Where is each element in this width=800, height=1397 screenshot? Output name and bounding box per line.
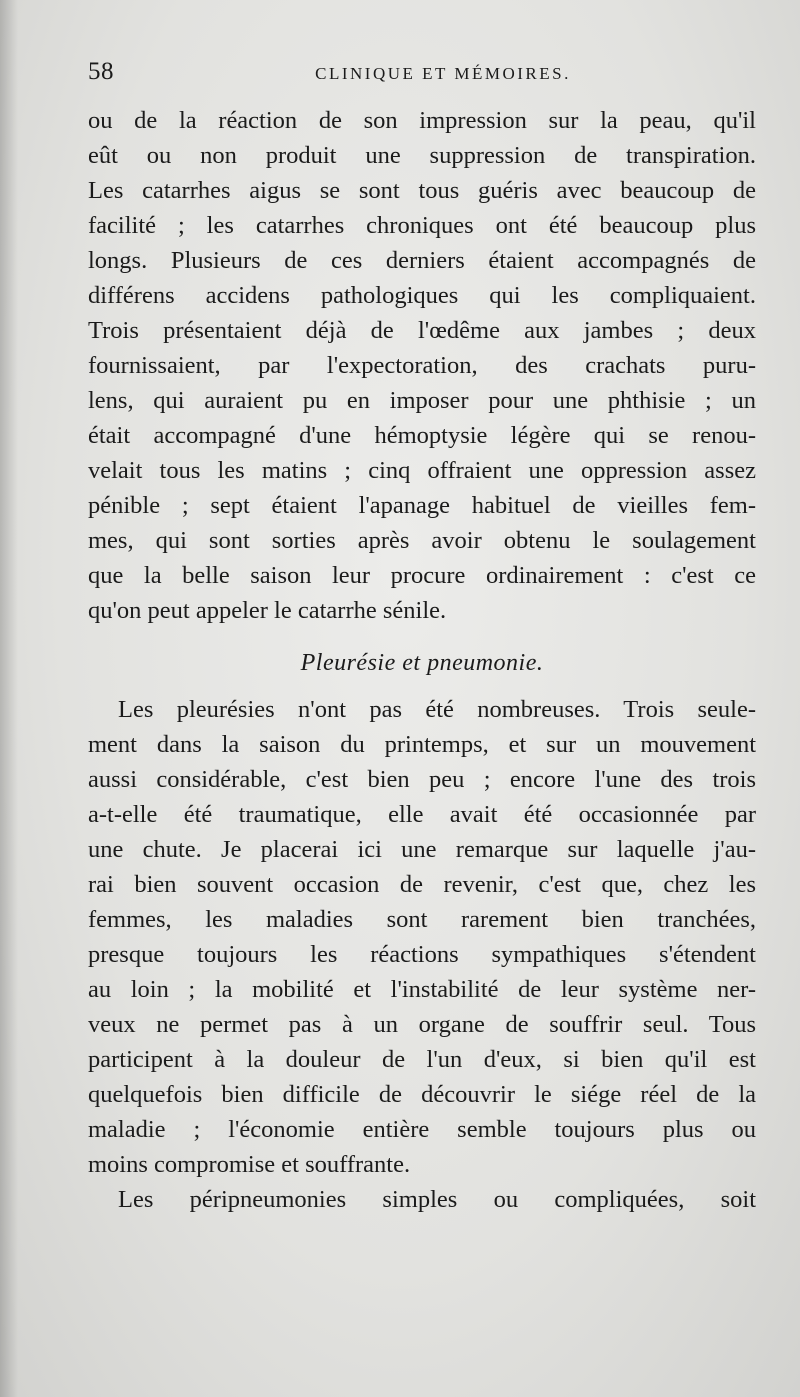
paragraph-1: [88, 103, 756, 628]
text-line: Les péripneumonies simples ou compliquées, soit: [118, 1186, 756, 1213]
text-line: mes, qui sont sorties après avoir obtenu le soulagement: [88, 527, 756, 554]
text-line: veux ne permet pas à un organe de souffrir seul. Tous: [88, 1011, 756, 1038]
running-head: [88, 58, 758, 92]
paragraph-3: [88, 1182, 756, 1217]
text-line: femmes, les maladies sont rarement bien tranchées,: [88, 906, 756, 933]
paragraph-2: [88, 692, 756, 1182]
text-line: facilité ; les catarrhes chroniques ont été beaucoup plus: [88, 212, 756, 239]
text-line: était accompagné d'une hémoptysie légère qui se renou-: [88, 422, 756, 449]
text-line: presque toujours les réactions sympathiques s'étendent: [88, 941, 756, 968]
gutter-shadow: [0, 0, 18, 1397]
text-line: ou de la réaction de son impression sur la peau, qu'il: [88, 107, 756, 134]
body-text: [88, 103, 756, 1217]
text-line: différens accidens pathologiques qui les compliquaient.: [88, 282, 756, 309]
text-line: longs. Plusieurs de ces derniers étaient accompagnés de: [88, 247, 756, 274]
text-line: fournissaient, par l'expectoration, des crachats puru-: [88, 352, 756, 379]
running-title: CLINIQUE ET MÉMOIRES.: [315, 64, 571, 83]
text-line: au loin ; la mobilité et l'instabilité de leur système ner-: [88, 976, 756, 1003]
text-line: ment dans la saison du printemps, et sur un mouvement: [88, 731, 756, 758]
text-line: maladie ; l'économie entière semble toujours plus ou: [88, 1116, 756, 1143]
text-line: velait tous les matins ; cinq offraient une oppression assez: [88, 457, 756, 484]
page-number: 58: [88, 58, 114, 85]
text-line: Les catarrhes aigus se sont tous guéris avec beaucoup de: [88, 177, 756, 204]
text-line: moins compromise et souffrante.: [88, 1151, 411, 1178]
text-line: aussi considérable, c'est bien peu ; encore l'une des trois: [88, 766, 756, 793]
section-heading: Pleurésie et pneumonie.: [300, 650, 544, 676]
text-line: lens, qui auraient pu en imposer pour une phthisie ; un: [88, 387, 756, 414]
text-line: quelquefois bien difficile de découvrir le siége réel de la: [88, 1081, 756, 1108]
text-line: rai bien souvent occasion de revenir, c'est que, chez les: [88, 871, 756, 898]
text-line: pénible ; sept étaient l'apanage habituel de vieilles fem-: [88, 492, 756, 519]
text-line: a-t-elle été traumatique, elle avait été occasionnée par: [88, 801, 756, 828]
text-line: participent à la douleur de l'un d'eux, si bien qu'il est: [88, 1046, 756, 1073]
text-line: eût ou non produit une suppression de transpiration.: [88, 142, 756, 169]
text-line: une chute. Je placerai ici une remarque sur laquelle j'au-: [88, 836, 756, 863]
text-line: Les pleurésies n'ont pas été nombreuses. Trois seule-: [118, 696, 756, 723]
text-line: qu'on peut appeler le catarrhe sénile.: [88, 597, 447, 624]
text-line: que la belle saison leur procure ordinairement : c'est ce: [88, 562, 756, 589]
text-line: Trois présentaient déjà de l'œdême aux jambes ; deux: [88, 317, 756, 344]
